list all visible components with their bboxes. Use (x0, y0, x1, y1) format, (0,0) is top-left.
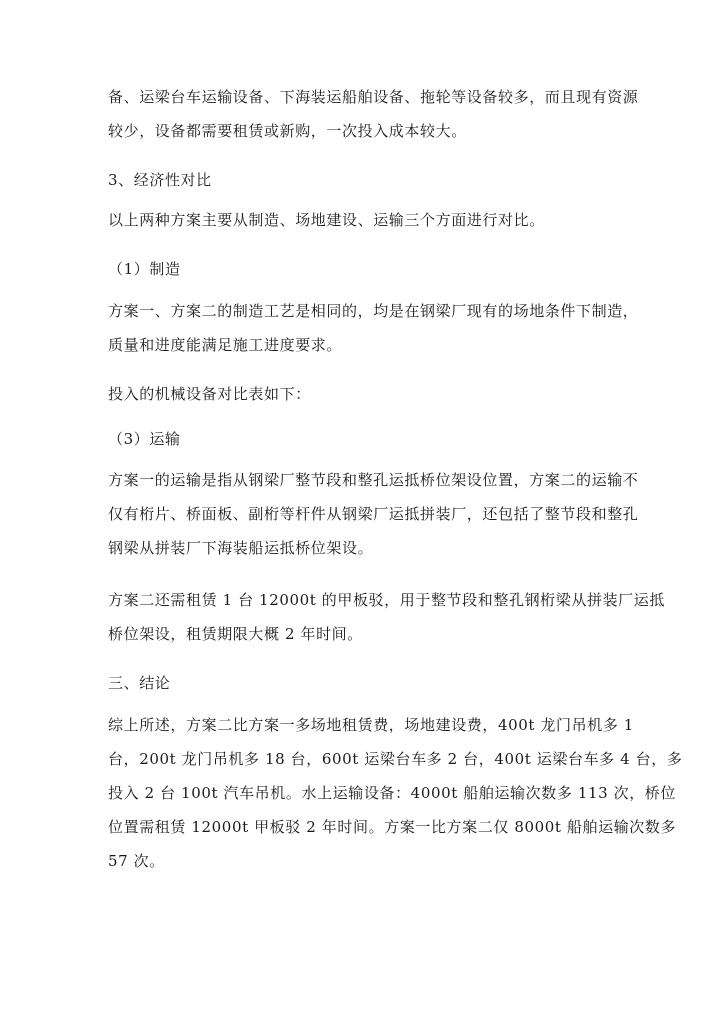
text-line: 备、运梁台车运输设备、下海装运船舶设备、拖轮等设备较多，而且现有资源 (108, 88, 639, 106)
subheading-transport (108, 422, 612, 456)
text-line: 投入 2 台 100t 汽车吊机。水上运输设备：4000t 船舶运输次数多 113 次，桥位 (108, 784, 677, 802)
text-line: 台，200t 龙门吊机多 18 台，600t 运梁台车多 2 台，400t 运梁台车多 4 台，多 (108, 750, 683, 768)
text-line: （1）制造 (108, 260, 181, 278)
text-line: 57 次。 (108, 852, 165, 870)
text-line: 综上所述，方案二比方案一多场地租赁费，场地建设费，400t 龙门吊机多 1 (108, 716, 634, 734)
text-line: 仅有桁片、桥面板、副桁等杆件从钢梁厂运抵拼装厂，还包括了整节段和整孔 (108, 505, 639, 523)
text-line: 投入的机械设备对比表如下： (108, 385, 311, 403)
text-line: 质量和进度能满足施工进度要求。 (108, 336, 343, 354)
text-line: 以上两种方案主要从制造、场地建设、运输三个方面进行对比。 (108, 211, 545, 229)
text-line: 桥位架设，租赁期限大概 2 年时间。 (108, 625, 363, 643)
paragraph-manufacturing (108, 294, 639, 362)
paragraph-transport (108, 463, 639, 565)
paragraph-conclusion (108, 708, 683, 878)
subheading-manufacturing (108, 252, 612, 286)
paragraph-barge-rental (108, 583, 665, 651)
paragraph-comparison-intro (108, 203, 612, 237)
text-line: 钢梁从拼装厂下海装船运抵桥位架设。 (108, 539, 374, 557)
paragraph-equipment-table-intro (108, 377, 612, 411)
text-line: （3）运输 (108, 430, 181, 448)
text-line: 位置需租赁 12000t 甲板驳 2 年时间。方案一比方案二仅 8000t 船舶运输次数多 (108, 818, 677, 836)
text-line: 3、经济性对比 (108, 171, 212, 189)
text-line: 方案一的运输是指从钢梁厂整节段和整孔运抵桥位架设位置，方案二的运输不 (108, 471, 639, 489)
text-line: 方案二还需租赁 1 台 12000t 的甲板驳，用于整节段和整孔钢桁梁从拼装厂运抵 (108, 591, 665, 609)
section-heading-economic-comparison (108, 163, 612, 197)
text-line: 方案一、方案二的制造工艺是相同的，均是在钢梁厂现有的场地条件下制造， (108, 302, 639, 320)
text-line: 较少，设备都需要租赁或新购，一次投入成本较大。 (108, 122, 467, 140)
paragraph-equipment-cost (108, 80, 639, 148)
section-heading-conclusion (108, 666, 612, 700)
text-line: 三、结论 (108, 674, 171, 692)
